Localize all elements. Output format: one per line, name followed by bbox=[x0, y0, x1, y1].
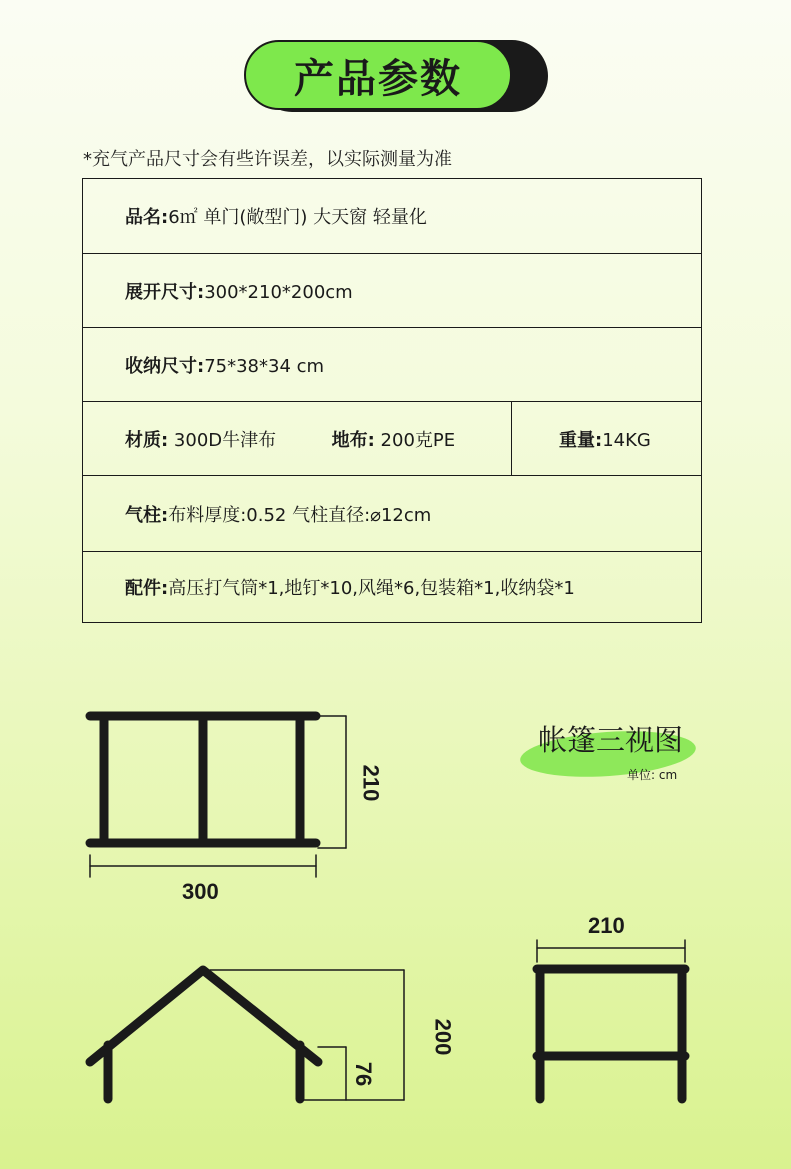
spec-floor-label: 地布: bbox=[331, 429, 375, 451]
spec-parts-label: 配件: bbox=[125, 578, 169, 599]
spec-material-value: 300D牛津布 bbox=[168, 429, 277, 451]
spec-open-label: 展开尺寸: bbox=[125, 281, 205, 303]
spec-pack-label: 收纳尺寸: bbox=[125, 355, 205, 377]
end-dimension-lines bbox=[537, 940, 685, 962]
spec-name-value: 6㎡ 单门(敞型门) 大天窗 轻量化 bbox=[168, 207, 427, 228]
side-wall-label: 76 bbox=[351, 1061, 377, 1087]
side-view-frame bbox=[90, 970, 318, 1099]
side-height-label: 200 bbox=[430, 1018, 456, 1056]
spec-name-label: 品名: bbox=[125, 207, 169, 228]
front-view-frame bbox=[90, 716, 316, 843]
front-height-label: 210 bbox=[358, 764, 384, 802]
spec-parts-value: 高压打气筒*1,地钉*10,风绳*6,包装箱*1,收纳袋*1 bbox=[168, 578, 575, 599]
end-width-label: 210 bbox=[588, 913, 625, 938]
front-dimension-lines bbox=[90, 716, 346, 877]
spec-open-value: 300*210*200cm bbox=[204, 281, 353, 303]
unit-label: 单位: cm bbox=[627, 768, 678, 782]
page-title: 产品参数 bbox=[294, 55, 462, 102]
spec-pillar-label: 气柱: bbox=[125, 504, 169, 526]
spec-weight-value: 14KG bbox=[602, 429, 651, 451]
spec-material-label: 材质: bbox=[125, 429, 169, 451]
spec-pillar-value: 布料厚度:0.52 气柱直径:⌀12cm bbox=[168, 504, 432, 526]
spec-weight-label: 重量: bbox=[559, 429, 603, 451]
spec-pack-value: 75*38*34 cm bbox=[204, 355, 325, 377]
measurement-note: *充气产品尺寸会有些许误差，以实际测量为准 bbox=[83, 149, 452, 170]
spec-floor-value: 200克PE bbox=[374, 429, 456, 451]
three-views-title: 帐篷三视图 bbox=[538, 723, 684, 757]
end-view-frame bbox=[537, 969, 685, 1099]
front-width-label: 300 bbox=[182, 879, 219, 904]
